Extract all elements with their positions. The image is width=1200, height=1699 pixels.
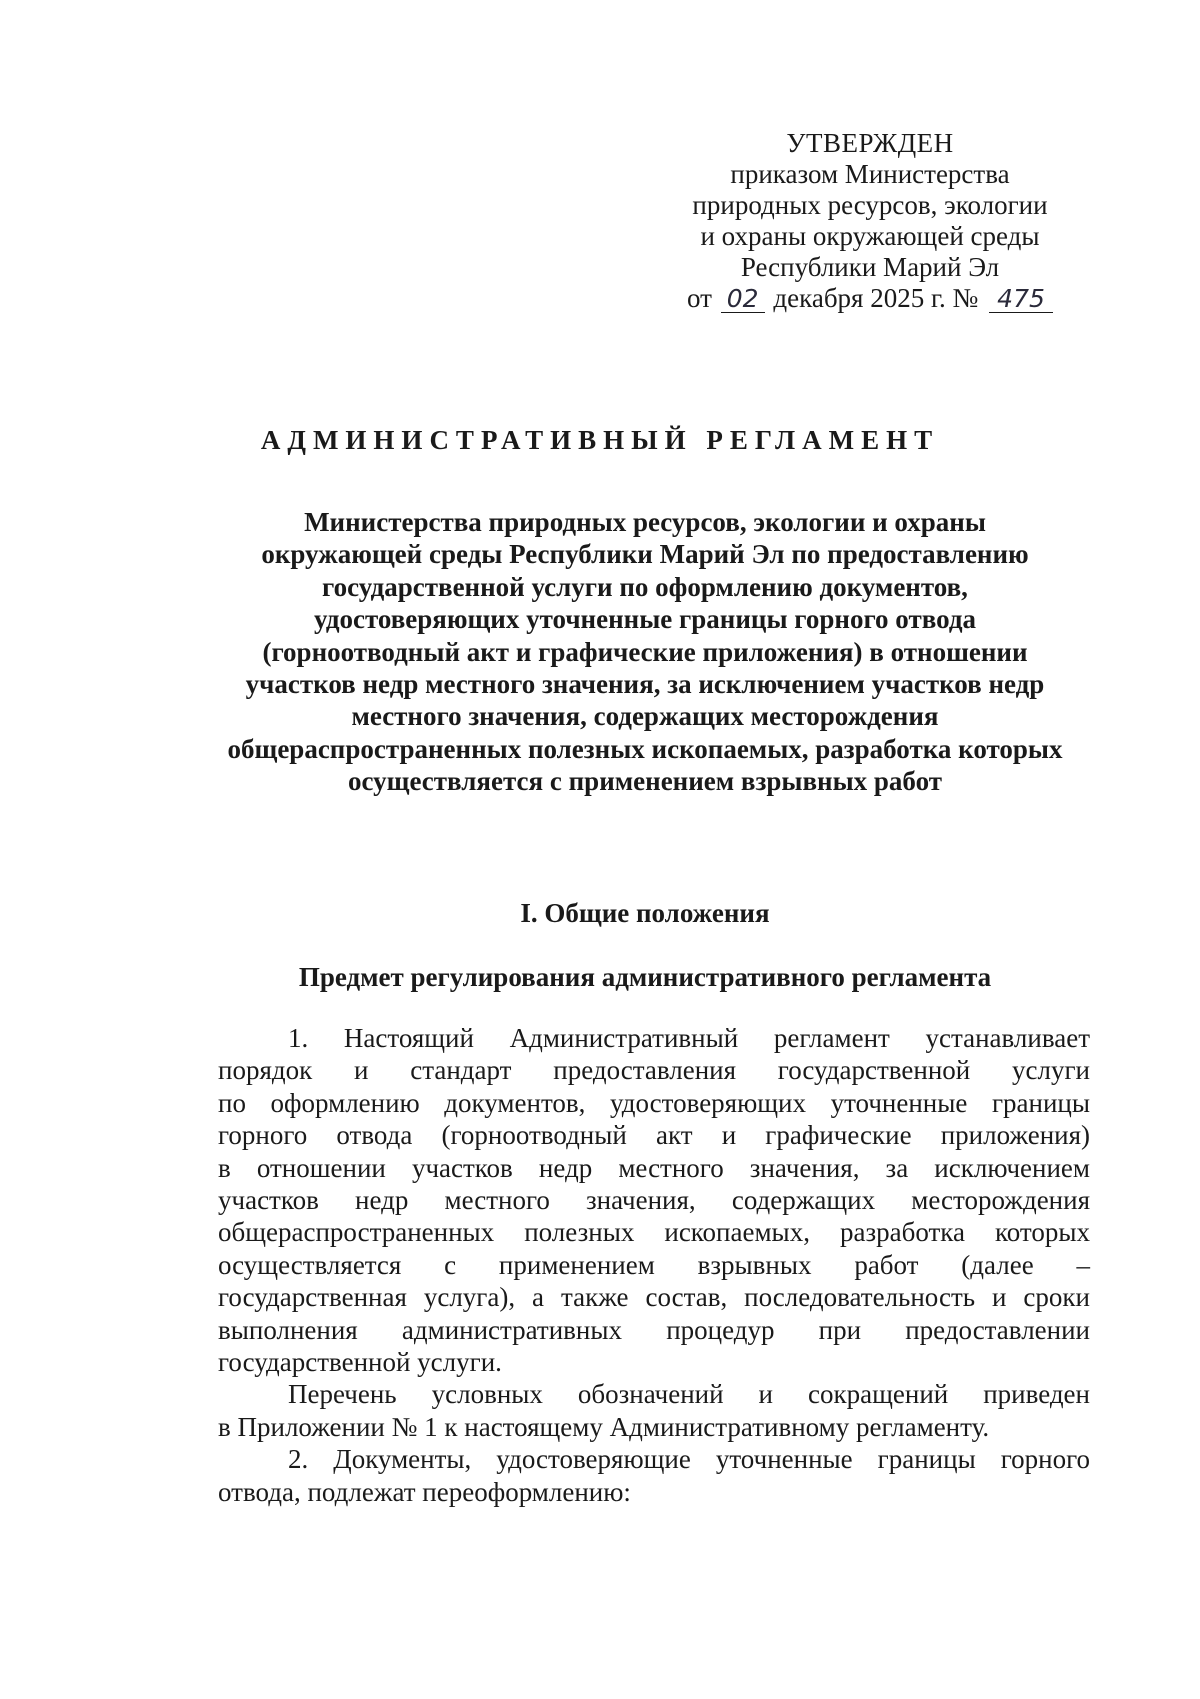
paragraph-3 — [218, 1443, 1090, 1508]
text-line: общераспространенных полезных ископаемых, разработка которых — [218, 1217, 1090, 1248]
text-line: государственной услуги. — [218, 1347, 502, 1378]
text-line: в Приложении № 1 к настоящему Административному регламенту. — [218, 1411, 990, 1442]
text-line: участков недр местного значения, содержащих месторождения — [218, 1185, 1090, 1216]
subtitle-line: Министерства природных ресурсов, экологии и охраны — [304, 507, 986, 537]
handwritten-order-number: 475 — [989, 286, 1053, 313]
approval-heading: УТВЕРЖДЕН — [786, 128, 954, 158]
subtitle-line: окружающей среды Республики Марий Эл по предоставлению — [261, 539, 1029, 570]
approval-line: природных ресурсов, экологии — [692, 190, 1048, 220]
text-line: 1. Настоящий Административный регламент устанавливает — [288, 1023, 1090, 1053]
text-line: выполнения административных процедур при предоставлении — [218, 1314, 1090, 1345]
document-body — [218, 1022, 1090, 1508]
section-heading-subject: Предмет регулирования административного регламента — [298, 962, 992, 992]
document-title: АДМИНИСТРАТИВНЫЙ РЕГЛАМЕНТ — [260, 425, 940, 455]
subtitle-line: общераспространенных полезных ископаемых, разработка которых — [227, 733, 1063, 764]
text-line: Перечень условных обозначений и сокращений приведен — [288, 1379, 1090, 1410]
text-line: отвода, подлежат переоформлению: — [218, 1476, 631, 1507]
subtitle-line: местного значения, содержащих месторождения — [351, 701, 939, 732]
date-rest: декабря 2025 г. № — [773, 283, 979, 313]
text-line: 2. Документы, удостоверяющие уточненные границы горного — [288, 1444, 1090, 1475]
document-subtitle — [200, 506, 1090, 798]
text-line: государственная услуга), а также состав, последовательность и сроки — [218, 1282, 1090, 1313]
subtitle-line: (горноотводный акт и графические приложения) в отношении — [262, 636, 1028, 667]
text-line: в отношении участков недр местного значения, за исключением — [218, 1152, 1090, 1183]
handwritten-day: 02 — [721, 286, 765, 313]
text-line: порядок и стандарт предоставления государственной услуги — [218, 1055, 1090, 1086]
approval-line: Республики Марий Эл — [740, 252, 1000, 282]
section-heading-general: I. Общие положения — [520, 898, 770, 928]
subtitle-line: удостоверяющих уточненные границы горного отвода — [314, 604, 976, 635]
approval-date-line — [660, 283, 1080, 314]
approval-line: приказом Министерства — [730, 159, 1010, 189]
paragraph-2 — [218, 1378, 1090, 1443]
approval-line: и охраны окружающей среды — [700, 221, 1040, 251]
approval-stamp-block — [660, 128, 1080, 314]
text-line: горного отвода (горноотводный акт и графические приложения) — [218, 1120, 1090, 1151]
paragraph-1 — [218, 1022, 1090, 1378]
subtitle-line: государственной услуги по оформлению документов, — [322, 571, 968, 602]
text-line: по оформлению документов, удостоверяющих уточненные границы — [218, 1087, 1090, 1118]
subtitle-line: осуществляется с применением взрывных работ — [348, 766, 942, 797]
subtitle-line: участков недр местного значения, за исключением участков недр — [245, 669, 1045, 700]
text-line: осуществляется с применением взрывных работ (далее – — [218, 1249, 1090, 1280]
date-prefix: от — [686, 283, 712, 313]
